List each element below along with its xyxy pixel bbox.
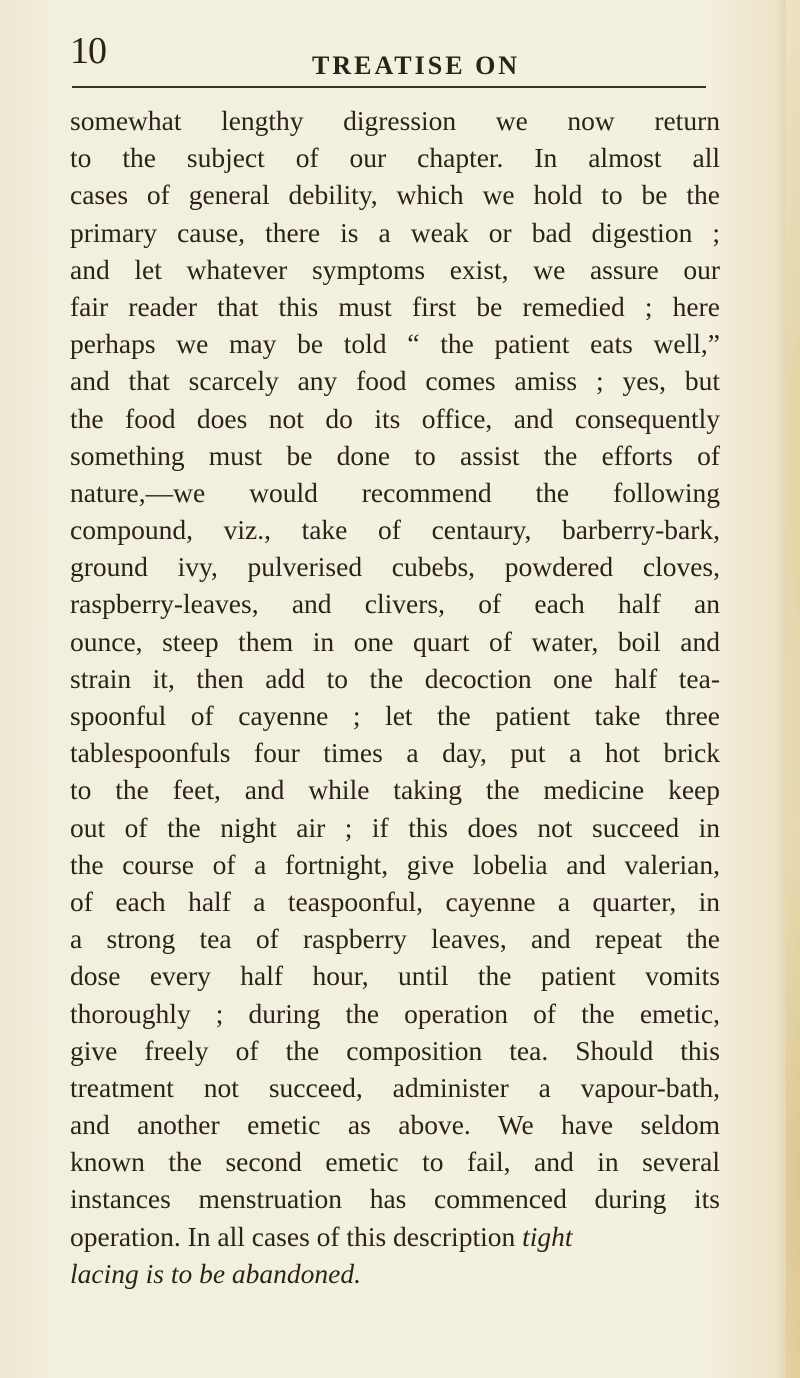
text-line: a strong tea of raspberry leaves, and repeat the: [70, 923, 720, 955]
text-line: strain it, then add to the decoction one half tea-: [70, 662, 720, 694]
text-line: the course of a fortnight, give lobelia and valerian,: [70, 848, 720, 880]
text-line: spoonful of cayenne ; let the patient take three: [70, 700, 720, 731]
text-line: nature,—we would recommend the following: [70, 476, 720, 508]
text-line: raspberry-leaves, and clivers, of each half an: [70, 588, 720, 620]
page-edge-stain: [786, 0, 800, 1378]
text-line: fair reader that this must first be remedied ; here: [70, 290, 720, 322]
text-line-roman: operation. In all cases of this description: [70, 1220, 523, 1252]
text-line: compound, viz., take of centaury, barberry-bark,: [70, 514, 720, 546]
text-line: instances menstruation has commenced during its: [70, 1183, 720, 1215]
running-title: TREATISE ON: [312, 51, 521, 80]
text-line: ground ivy, pulverised cubebs, powdered cloves,: [70, 551, 720, 583]
text-line: thoroughly ; during the operation of the emetic,: [70, 997, 720, 1029]
text-line: ounce, steep them in one quart of water, boil and: [70, 625, 720, 657]
text-line: and another emetic as above. We have seldom: [70, 1109, 720, 1141]
text-line: [70, 1218, 720, 1255]
text-line: and let whatever symptoms exist, we assure our: [70, 253, 720, 285]
header-rule: [72, 86, 706, 88]
text-line: out of the night air ; if this does not succeed in: [70, 811, 720, 843]
text-line: cases of general debility, which we hold to be the: [70, 179, 720, 211]
italic-text: lacing is to be abandoned.: [70, 1257, 362, 1289]
text-line: something must be done to assist the efforts of: [70, 439, 720, 471]
text-line: the food does not do its office, and consequently: [70, 402, 720, 434]
page-number: 10: [70, 30, 106, 72]
text-line: tablespoonfuls four times a day, put a hot brick: [70, 737, 720, 769]
text-line: to the subject of our chapter. In almost all: [70, 142, 720, 174]
text-line: give freely of the composition tea. Should this: [70, 1034, 720, 1066]
text-line: treatment not succeed, administer a vapour-bath,: [70, 1071, 720, 1103]
text-line: to the feet, and while taking the medicine keep: [70, 774, 720, 806]
text-line: known the second emetic to fail, and in several: [70, 1146, 720, 1178]
text-line: primary cause, there is a weak or bad digestion ;: [70, 216, 720, 248]
text-line: dose every half hour, until the patient vomits: [70, 960, 720, 992]
text-line: perhaps we may be told “ the patient eats well,”: [70, 328, 720, 360]
italic-text: tight: [522, 1220, 573, 1252]
text-line: [70, 1255, 720, 1292]
body-paragraph: [70, 102, 720, 1292]
text-line: and that scarcely any food comes amiss ; yes, but: [70, 365, 720, 397]
text-line: of each half a teaspoonful, cayenne a quarter, in: [70, 885, 720, 917]
text-line: somewhat lengthy digression we now return: [70, 105, 720, 136]
